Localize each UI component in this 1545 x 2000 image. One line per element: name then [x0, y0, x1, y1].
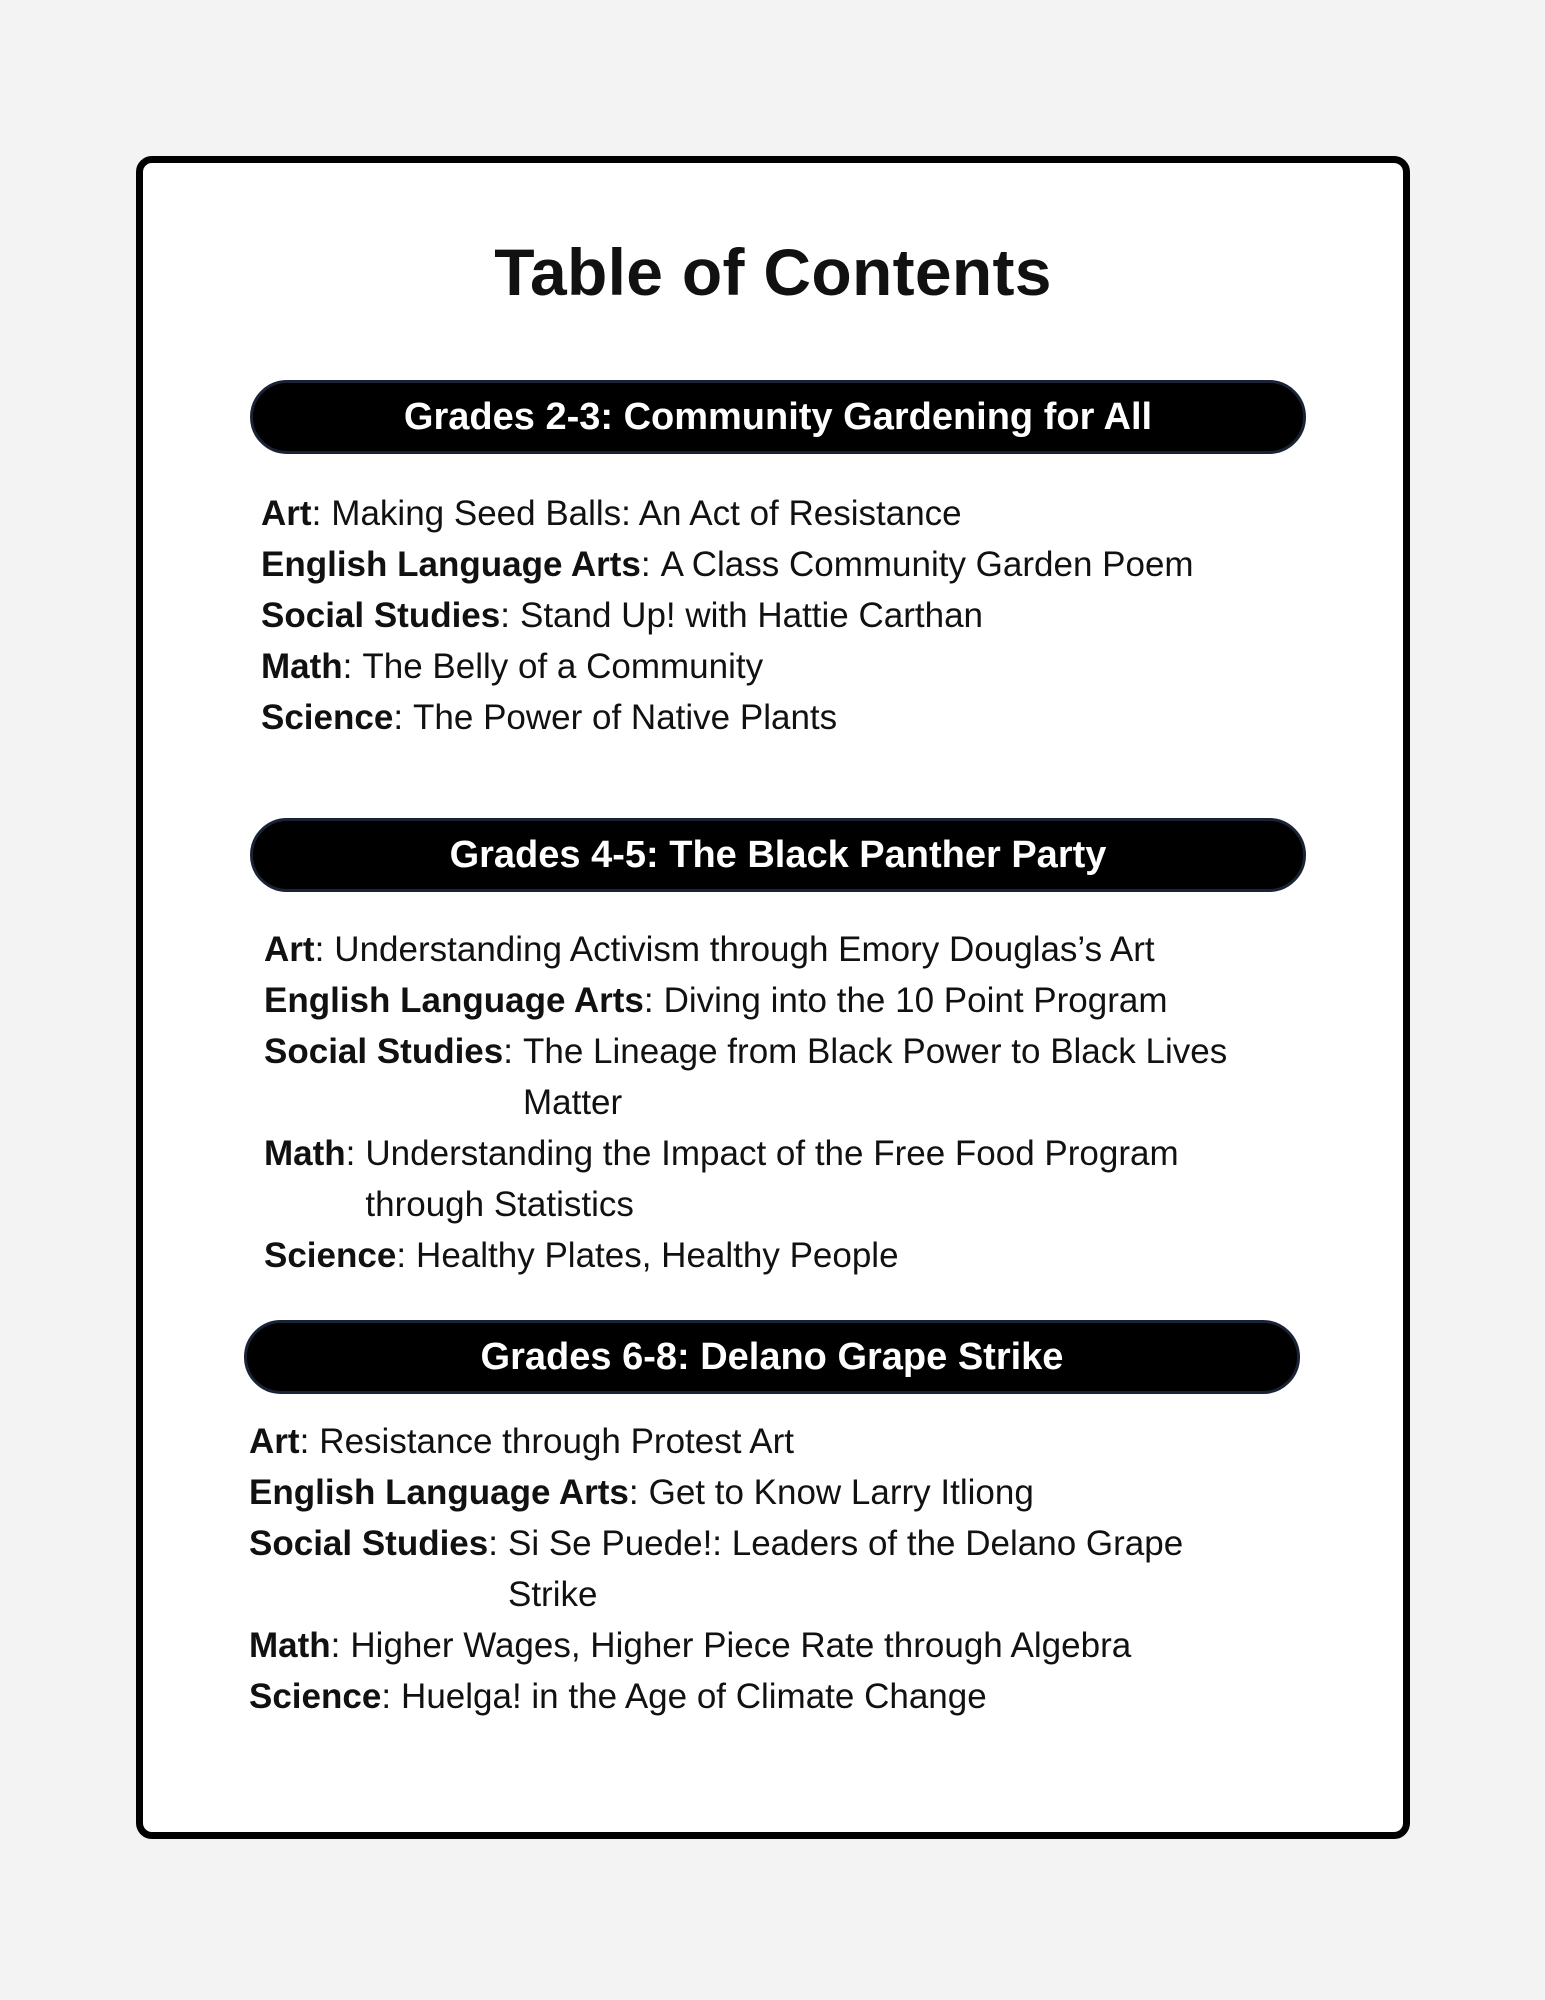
list-item: Math : The Belly of a Community [261, 641, 1361, 692]
topic-title: Huelga! in the Age of Climate Change [401, 1677, 987, 1716]
subject-label: Math [249, 1626, 331, 1665]
list-item: English Language Arts : Diving into the 10 Point Program [264, 975, 1364, 1026]
list-item: Social Studies : Si Se Puede!: Leaders of the Delano Grape Strike [249, 1518, 1359, 1620]
subject-label: Art [249, 1422, 300, 1461]
list-item: Social Studies : The Lineage from Black Power to Black Lives Matter [264, 1026, 1364, 1128]
topic-title: Stand Up! with Hattie Carthan [519, 596, 983, 635]
topic-title: Get to Know Larry Itliong [648, 1473, 1034, 1512]
list-item: English Language Arts : A Class Community Garden Poem [261, 539, 1361, 590]
section-heading-grades-6-8: Grades 6-8: Delano Grape Strike [244, 1320, 1300, 1394]
subject-label: Science [249, 1677, 382, 1716]
list-item: Science : Healthy Plates, Healthy People [264, 1230, 1364, 1281]
list-item: Art : Making Seed Balls: An Act of Resistance [261, 488, 1361, 539]
subject-label: Social Studies [264, 1032, 504, 1071]
list-item: Math : Understanding the Impact of the Free Food Program through Statistics [264, 1128, 1364, 1230]
subject-label: Art [264, 930, 315, 969]
topic-title: A Class Community Garden Poem [660, 545, 1194, 584]
topic-title: Diving into the 10 Point Program [663, 981, 1168, 1020]
list-item: Art : Understanding Activism through Emory Douglas’s Art [264, 924, 1364, 975]
subject-label: Math [264, 1134, 346, 1173]
subject-label: English Language Arts [261, 545, 641, 584]
topic-title: Higher Wages, Higher Piece Rate through Algebra [350, 1626, 1132, 1665]
list-item: Math : Higher Wages, Higher Piece Rate through Algebra [249, 1620, 1359, 1671]
section-list-grades-2-3 [261, 488, 1361, 743]
subject-label: Social Studies [261, 596, 501, 635]
page-title: Table of Contents [494, 235, 1052, 309]
topic-title: The Belly of a Community [362, 647, 764, 686]
topic-title: Understanding the Impact of the Free Food Program through Statistics [365, 1134, 1179, 1224]
topic-title: Healthy Plates, Healthy People [416, 1236, 899, 1275]
section-heading-grades-2-3: Grades 2-3: Community Gardening for All [250, 380, 1306, 454]
topic-title: Resistance through Protest Art [319, 1422, 794, 1461]
section-heading-grades-4-5: Grades 4-5: The Black Panther Party [250, 818, 1306, 892]
list-item: Science : The Power of Native Plants [261, 692, 1361, 743]
subject-label: Science [261, 698, 394, 737]
subject-label: Art [261, 494, 312, 533]
list-item: English Language Arts : Get to Know Larry Itliong [249, 1467, 1359, 1518]
topic-title: The Lineage from Black Power to Black Lives Matter [522, 1032, 1228, 1122]
subject-label: Math [261, 647, 343, 686]
topic-title: Making Seed Balls: An Act of Resistance [331, 494, 962, 533]
subject-label: Science [264, 1236, 397, 1275]
topic-title: The Power of Native Plants [413, 698, 838, 737]
section-list-grades-6-8 [249, 1416, 1359, 1722]
topic-title: Understanding Activism through Emory Douglas’s Art [334, 930, 1155, 969]
list-item: Science : Huelga! in the Age of Climate Change [249, 1671, 1359, 1722]
subject-label: English Language Arts [264, 981, 644, 1020]
topic-title: Si Se Puede!: Leaders of the Delano Grape Strike [507, 1524, 1184, 1614]
list-item: Social Studies : Stand Up! with Hattie Carthan [261, 590, 1361, 641]
subject-label: English Language Arts [249, 1473, 629, 1512]
subject-label: Social Studies [249, 1524, 489, 1563]
toc-card [136, 156, 1410, 1839]
section-list-grades-4-5 [264, 924, 1364, 1281]
list-item: Art : Resistance through Protest Art [249, 1416, 1359, 1467]
